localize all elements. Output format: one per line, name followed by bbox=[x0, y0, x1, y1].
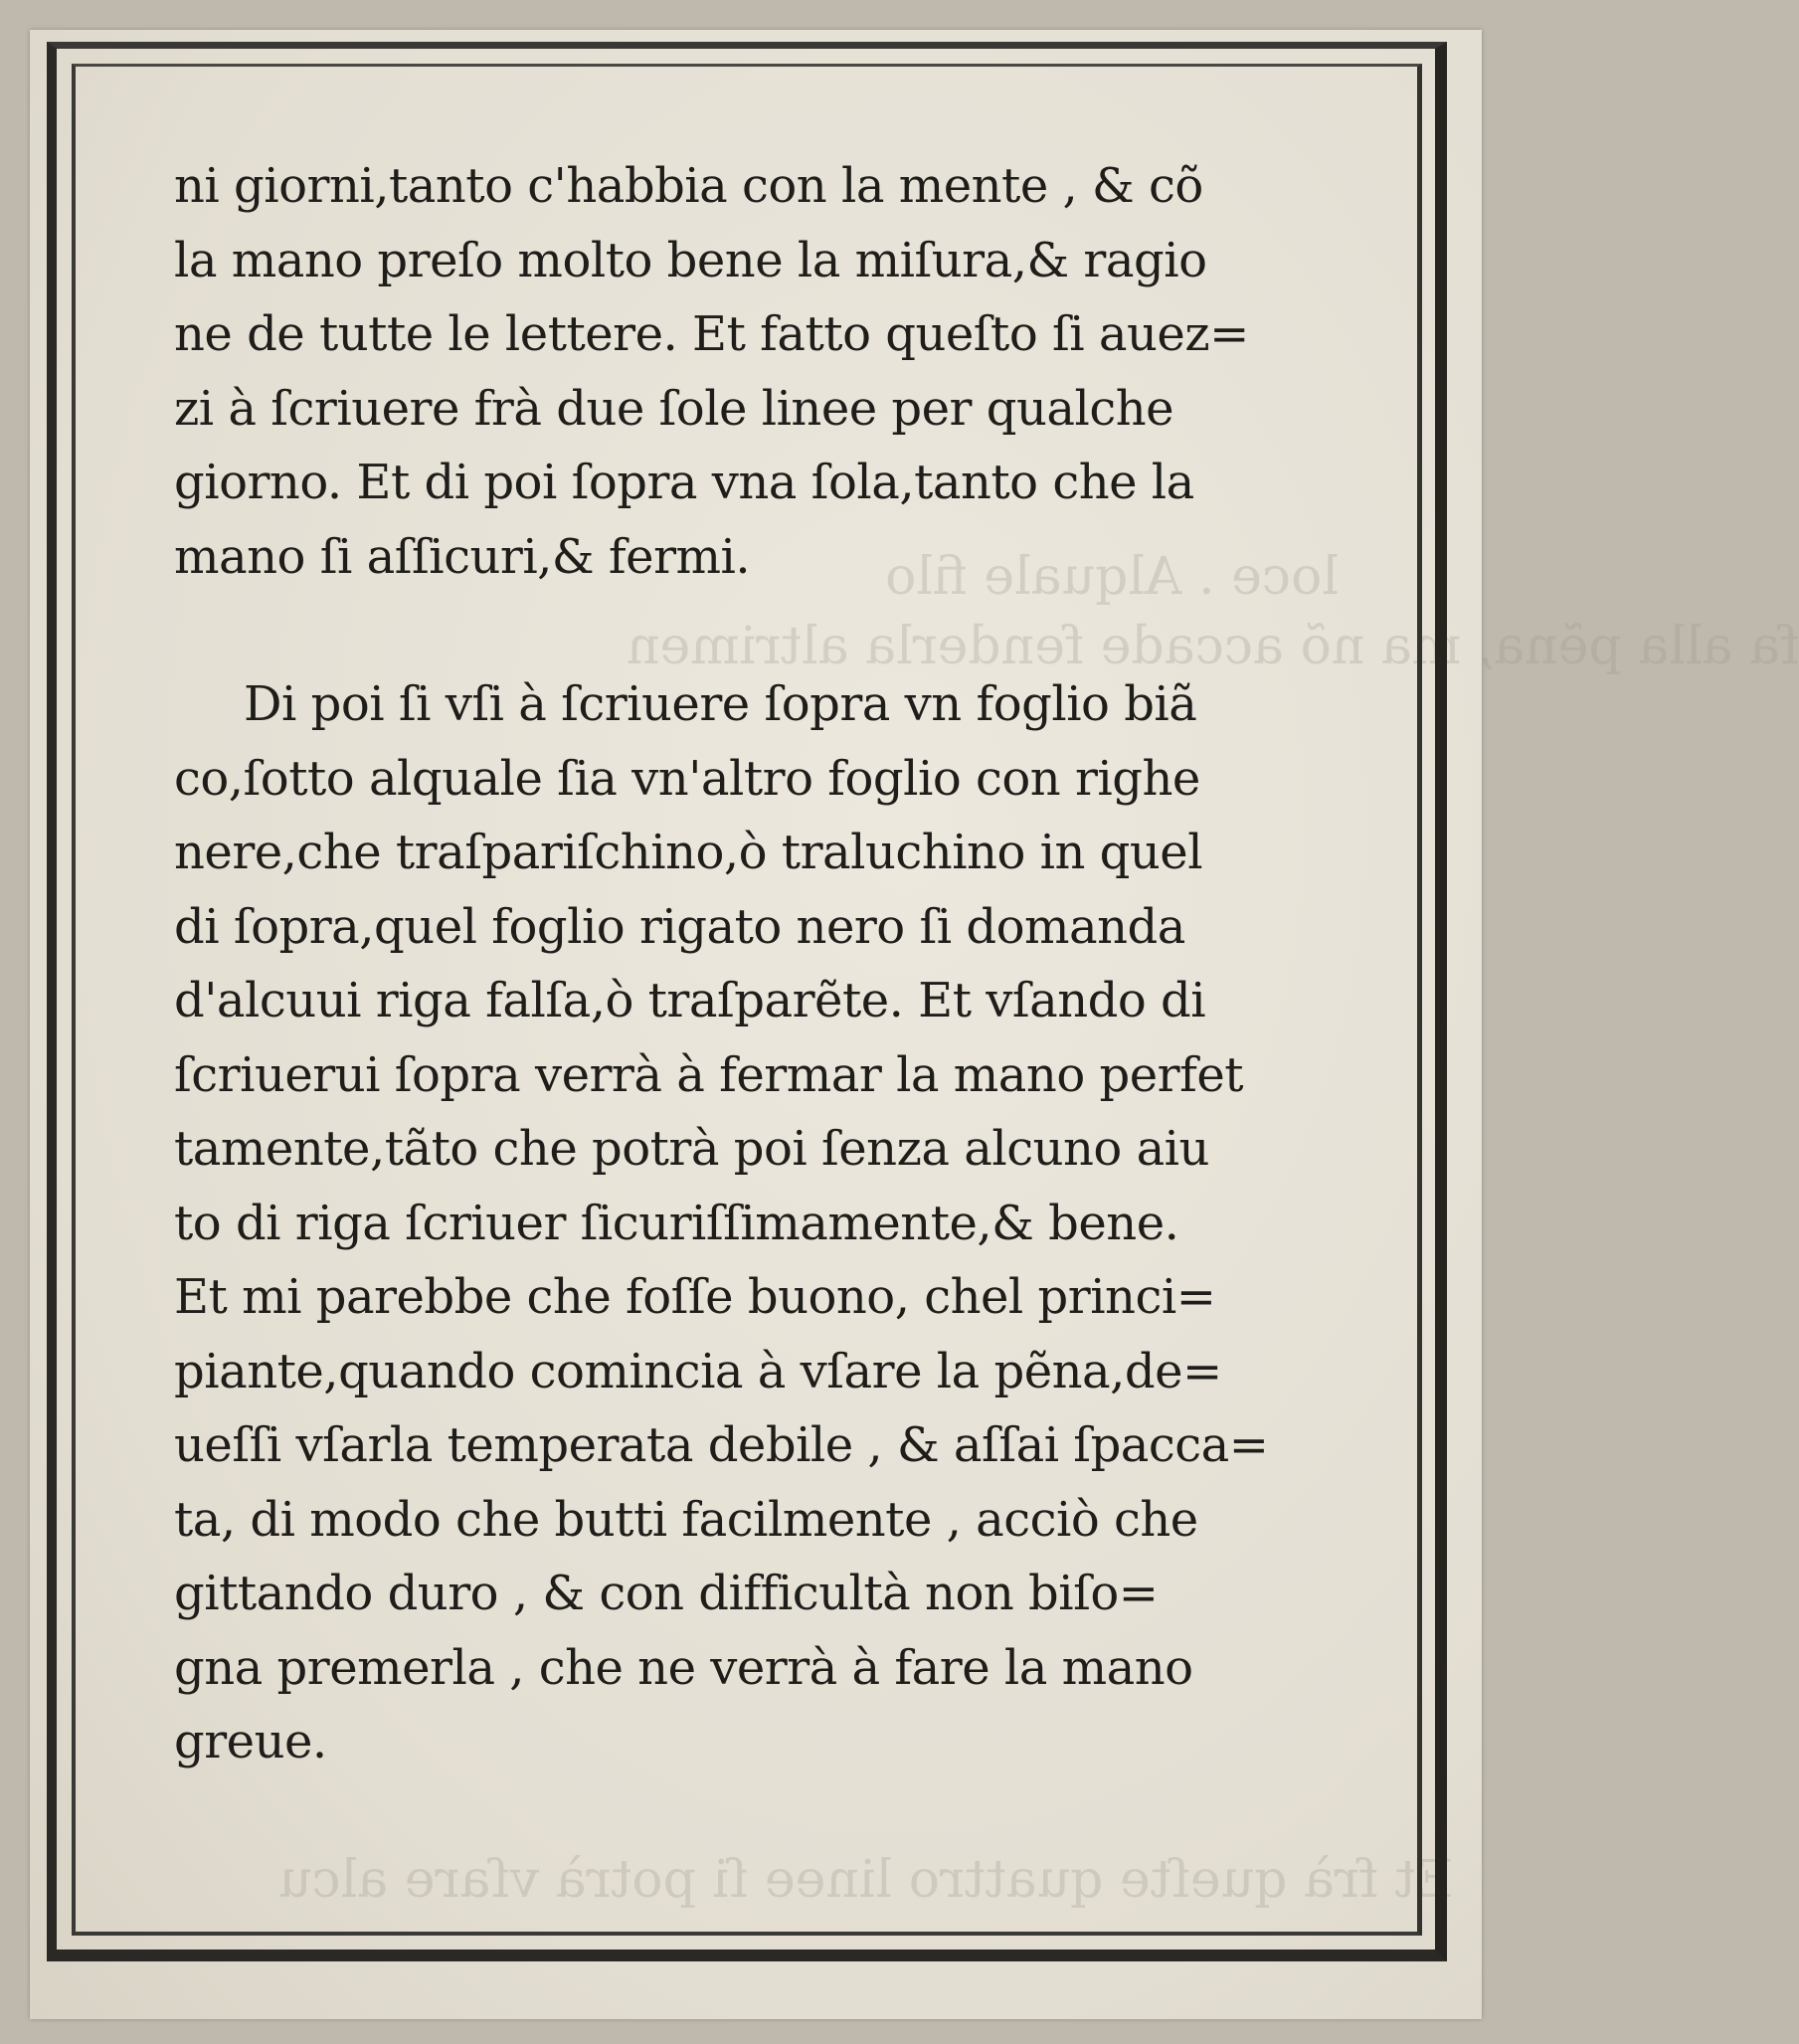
text-line: ni giorni,tanto c'habbia con la mente , & cõ bbox=[174, 158, 1203, 214]
text-line: d'alcuui riga falſa,ò traſparẽte. Et vſando di bbox=[174, 973, 1206, 1028]
text-line: ta, di modo che butti facilmente , acciò che bbox=[174, 1491, 1198, 1548]
text-line: ne de tutte le lettere. Et fatto queſto ſi auez= bbox=[174, 306, 1249, 362]
paragraph-2 bbox=[174, 667, 1357, 1779]
text-line: piante,quando comincia à vſare la pẽna,de= bbox=[174, 1343, 1222, 1399]
text-line: nere,che traſpariſchino,ò traluchino in quel bbox=[174, 825, 1203, 880]
text-line: Et mi parebbe che foſſe buono, chel princi= bbox=[174, 1269, 1216, 1325]
paragraph-gap bbox=[174, 594, 1357, 667]
text-line: zi à ſcriuere frà due ſole linee per qualche bbox=[174, 380, 1174, 437]
text-line: gna premerla , che ne verrà à fare la mano bbox=[174, 1639, 1193, 1696]
show-through-text-b: fa alla pẽna, ma nõ accade fenderla altrimen bbox=[627, 617, 1799, 676]
text-line: ueſſi vſarla temperata debile , & aſſai ſpacca= bbox=[174, 1417, 1269, 1473]
show-through-text-a: loce . Alquale filo bbox=[885, 547, 1339, 607]
text-line: greue. bbox=[174, 1714, 327, 1769]
text-line: co,ſotto alquale ſia vn'altro foglio con righe bbox=[174, 750, 1200, 807]
page-text bbox=[174, 149, 1357, 1779]
show-through-text-c: Et frà queſte quattro linee ſi potrà vſare alcu bbox=[278, 1850, 1454, 1910]
text-line: ſcriuerui ſopra verrà à fermar la mano perfet bbox=[174, 1046, 1244, 1103]
text-line: mano ſi aſſicuri,& fermi. bbox=[174, 528, 751, 585]
text-line: giorno. Et di poi ſopra vna ſola,tanto che la bbox=[174, 455, 1194, 510]
text-line: tamente,tãto che potrà poi ſenza alcuno aiu bbox=[174, 1121, 1209, 1177]
book-page bbox=[30, 30, 1799, 2019]
text-line: Di poi ſi vſi à ſcriuere ſopra vn foglio biã bbox=[244, 676, 1197, 732]
paragraph-1 bbox=[174, 149, 1357, 594]
text-line: la mano preſo molto bene la miſura,& ragio bbox=[174, 232, 1207, 288]
text-line: di ſopra,quel foglio rigato nero ſi domanda bbox=[174, 898, 1185, 955]
text-line: gittando duro , & con difficultà non biſo= bbox=[174, 1566, 1159, 1621]
text-line: to di riga ſcriuer ſicuriſſimamente,& bene. bbox=[174, 1195, 1179, 1251]
